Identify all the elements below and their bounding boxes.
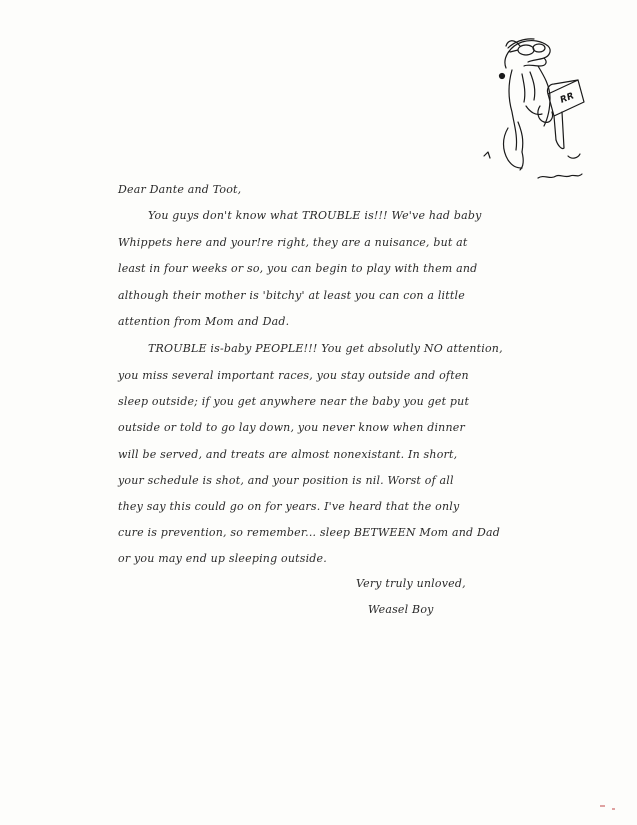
paragraph2-line: outside or told to go lay down, you never know when dinner: [118, 421, 465, 434]
paper-speck: [612, 808, 615, 810]
paper-speck: [600, 805, 605, 807]
paragraph1-line: Whippets here and your!re right, they are a nuisance, but at: [118, 236, 468, 249]
dog-with-mailbox-drawing-icon: [478, 28, 590, 188]
paragraph2-line: TROUBLE is-baby PEOPLE!!! You get absolutly NO attention,: [148, 342, 503, 355]
paragraph1-line: although their mother is 'bitchy' at least you can con a little: [118, 289, 465, 302]
letter-salutation: Dear Dante and Toot,: [118, 183, 242, 196]
letter-signature: Weasel Boy: [368, 603, 434, 616]
letter-closing: Very truly unloved,: [356, 577, 466, 590]
paragraph2-line: or you may end up sleeping outside.: [118, 552, 327, 565]
paragraph2-line: sleep outside; if you get anywhere near the baby you get put: [118, 395, 470, 408]
paragraph2-line: you miss several important races, you stay outside and often: [118, 369, 469, 382]
paragraph2-line: your schedule is shot, and your position is nil. Worst of all: [118, 474, 454, 487]
paragraph2-line: cure is prevention, so remember... sleep BETWEEN Mom and Dad: [118, 526, 500, 539]
paragraph1-line: You guys don't know what TROUBLE is!!! We've had baby: [148, 209, 482, 222]
paragraph1-line: least in four weeks or so, you can begin to play with them and: [118, 262, 478, 275]
paragraph2-line: they say this could go on for years. I've heard that the only: [118, 500, 460, 513]
paragraph1-line: attention from Mom and Dad.: [118, 315, 290, 328]
mailbox-label: RR: [558, 91, 576, 106]
paragraph2-line: will be served, and treats are almost nonexistant. In short,: [118, 448, 458, 461]
